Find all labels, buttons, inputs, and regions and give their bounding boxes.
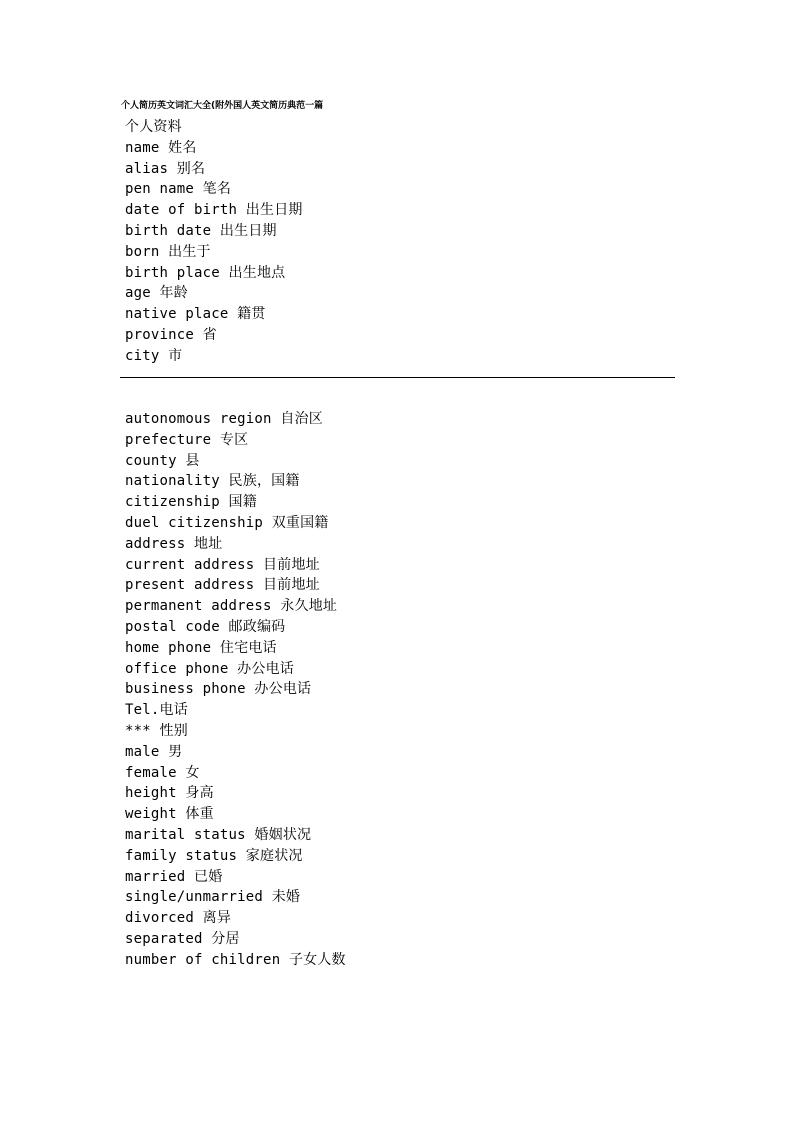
document-title: 个人简历英文词汇大全(附外国人英文简历典范一篇 [121, 101, 324, 111]
vocabulary-entry: single/unmarried 未婚 [125, 889, 301, 906]
vocabulary-entry: postal code 邮政编码 [125, 618, 286, 635]
vocabulary-entry: present address 目前地址 [125, 577, 320, 594]
vocabulary-entry: autonomous region 自治区 [125, 411, 323, 427]
vocabulary-entry: separated 分居 [125, 930, 240, 947]
vocabulary-entry: *** 性别 [125, 722, 188, 739]
vocabulary-entry: height 身高 [125, 785, 214, 802]
vocabulary-entry: name 姓名 [125, 139, 197, 156]
vocabulary-entry: age 年龄 [125, 285, 188, 302]
vocabulary-entry: pen name 笔名 [125, 181, 232, 198]
vocabulary-entry: business phone 办公电话 [125, 681, 312, 698]
vocabulary-list-personal-info [125, 117, 303, 367]
vocabulary-entry: 个人资料 [125, 119, 182, 135]
vocabulary-entry: divorced 离异 [125, 910, 232, 927]
vocabulary-list-contact-info [125, 409, 346, 971]
vocabulary-entry: female 女 [125, 764, 200, 781]
vocabulary-entry: number of children 子女人数 [125, 951, 346, 968]
vocabulary-entry: permanent address 永久地址 [125, 598, 338, 615]
vocabulary-entry: nationality 民族，国籍 [125, 473, 300, 490]
vocabulary-entry: Tel.电话 [125, 702, 188, 719]
vocabulary-entry: birth date 出生日期 [125, 222, 277, 239]
vocabulary-entry: born 出生于 [125, 243, 211, 260]
vocabulary-entry: current address 目前地址 [125, 556, 320, 573]
vocabulary-entry: province 省 [125, 326, 217, 343]
vocabulary-entry: citizenship 国籍 [125, 494, 257, 511]
vocabulary-entry: marital status 婚姻状况 [125, 826, 312, 843]
vocabulary-entry: date of birth 出生日期 [125, 202, 303, 219]
vocabulary-entry: address 地址 [125, 535, 223, 552]
vocabulary-entry: duel citizenship 双重国籍 [125, 514, 329, 531]
vocabulary-entry: native place 籍贯 [125, 306, 266, 323]
vocabulary-entry: city 市 [125, 347, 183, 364]
vocabulary-entry: home phone 住宅电话 [125, 639, 277, 656]
vocabulary-entry: office phone 办公电话 [125, 660, 294, 677]
vocabulary-entry: weight 体重 [125, 806, 214, 823]
vocabulary-entry: prefecture 专区 [125, 431, 249, 448]
section-divider [120, 377, 675, 378]
vocabulary-entry: married 已婚 [125, 868, 223, 885]
vocabulary-entry: male 男 [125, 743, 183, 760]
vocabulary-entry: birth place 出生地点 [125, 264, 286, 281]
vocabulary-entry: family status 家庭状况 [125, 847, 303, 864]
vocabulary-entry: alias 别名 [125, 160, 206, 177]
vocabulary-entry: county 县 [125, 452, 200, 469]
